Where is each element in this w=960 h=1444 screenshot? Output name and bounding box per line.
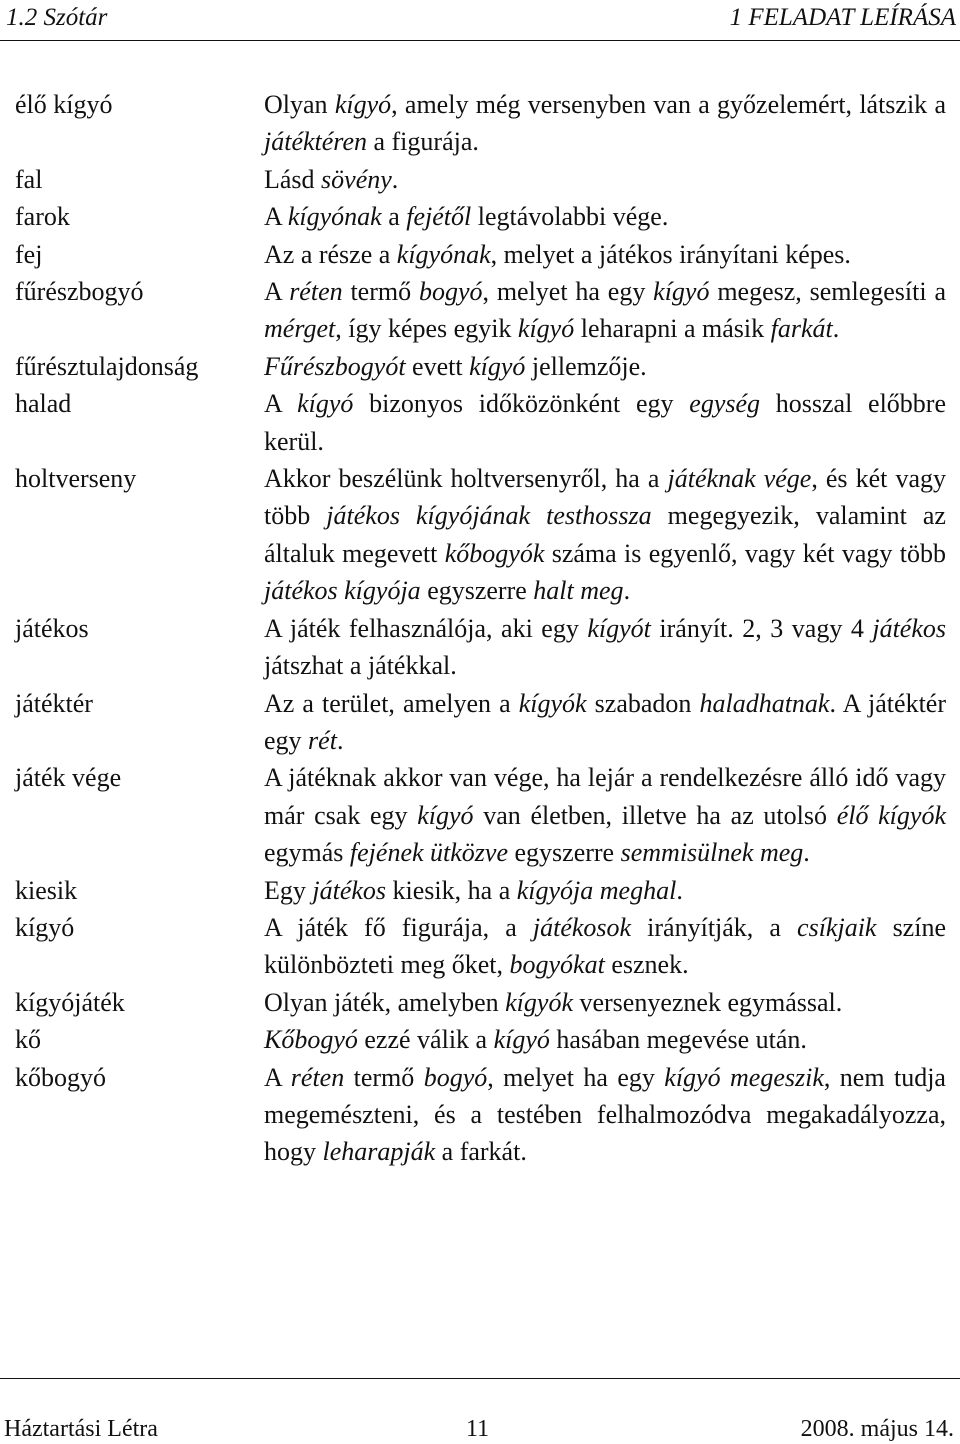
definition-text: A játéknak akkor van vége, ha lejár a rendelkezésre álló idő vagy már csak egy — [264, 763, 946, 830]
footer-publication: Háztartási Létra — [4, 1416, 158, 1442]
running-header — [0, 4, 960, 38]
glossary-entry — [0, 759, 960, 871]
definition-text: jellemzője. — [525, 351, 647, 381]
glossary-definition — [264, 759, 946, 871]
header-rule — [0, 40, 960, 41]
definition-text: . — [391, 164, 399, 194]
italic-term-reference: leharapják — [322, 1137, 436, 1167]
glossary-term: farok — [15, 202, 70, 232]
italic-term-reference: játékos kígyója — [264, 576, 421, 606]
italic-term-reference: kígyónak — [396, 239, 491, 269]
definition-text: megegyezik, valamint az általuk megevett — [264, 501, 946, 568]
glossary-entry — [0, 273, 960, 348]
definition-text: hasában megevése után. — [549, 1025, 807, 1055]
glossary-definition — [264, 460, 946, 610]
definition-text: . — [623, 576, 631, 606]
definition-text: termő — [342, 277, 419, 307]
italic-term-reference: játéktéren — [264, 127, 367, 157]
glossary-term: élő kígyó — [15, 90, 113, 119]
glossary-entry — [0, 1059, 960, 1171]
definition-text: A — [264, 389, 298, 419]
definition-text: , nem tudja megemészteni, és a testében felhalmozódva megakadályozza, hogy — [264, 1062, 946, 1167]
definition-text: hosszal előbbre kerül. — [264, 389, 946, 456]
glossary-term: játéktér — [15, 688, 93, 718]
italic-term-reference: semmisülnek meg — [620, 838, 804, 868]
section-title: 1.2 Szótár — [6, 4, 108, 31]
glossary-definition — [264, 1021, 946, 1058]
definition-text: szabadon — [586, 688, 700, 718]
glossary-term: játék vége — [15, 763, 122, 793]
italic-term-reference: fejétől — [406, 202, 472, 232]
definition-text: , így képes egyik — [335, 314, 518, 344]
glossary-entry — [0, 984, 960, 1021]
definition-text: irányítják, a — [631, 912, 798, 942]
italic-term-reference: réten — [290, 1062, 345, 1092]
glossary-definition — [264, 198, 946, 235]
definition-text: Egy — [264, 875, 313, 905]
italic-term-reference: játékosok — [532, 912, 632, 942]
glossary-definition — [264, 909, 946, 984]
glossary-definition — [264, 348, 946, 385]
italic-term-reference: rét — [308, 725, 337, 755]
definition-text: . — [676, 875, 683, 905]
glossary-term: kígyó — [15, 912, 75, 942]
definition-text: A — [264, 277, 290, 307]
italic-term-reference: sövény — [321, 164, 392, 194]
glossary-entry — [0, 610, 960, 685]
glossary-entry — [0, 86, 960, 161]
chapter-title: 1 FELADAT LEÍRÁSA — [729, 4, 956, 31]
glossary-entry — [0, 348, 960, 385]
glossary-definition — [264, 984, 946, 1021]
definition-text: , melyet a játékos irányítani képes. — [490, 239, 851, 269]
italic-term-reference: bogyó — [418, 277, 483, 307]
italic-term-reference: kőbogyók — [444, 538, 545, 568]
definition-text: irányít. 2, 3 vagy 4 — [650, 613, 873, 643]
glossary-term: játékos — [15, 613, 89, 643]
italic-term-reference: kígyónak — [287, 202, 382, 232]
italic-term-reference: játékos — [312, 875, 387, 905]
italic-term-reference: kígyója meghal — [516, 875, 677, 905]
glossary-term: kőbogyó — [15, 1062, 106, 1092]
glossary-term: fal — [15, 164, 43, 194]
glossary-definition — [264, 273, 946, 348]
definition-text: ezzé válik a — [357, 1025, 494, 1055]
definition-text: , amely még versenyben van a győzelemért, látszik a — [391, 90, 947, 119]
italic-term-reference: kígyók — [518, 688, 587, 718]
italic-term-reference: réten — [289, 277, 343, 307]
glossary-definition — [264, 161, 946, 198]
glossary-term: kígyójáték — [15, 987, 125, 1017]
italic-term-reference: kígyó — [493, 1025, 550, 1055]
glossary-entry — [0, 1021, 960, 1058]
glossary-term: halad — [15, 389, 72, 419]
italic-term-reference: kígyó — [653, 277, 710, 307]
italic-term-reference: egység — [689, 389, 761, 419]
definition-text: van életben, illetve ha az utolsó — [473, 800, 837, 830]
glossary-definition — [264, 1059, 946, 1171]
definition-text: , melyet ha egy — [487, 1062, 665, 1092]
italic-term-reference: Fűrészbogyót — [264, 351, 406, 381]
glossary-entry — [0, 161, 960, 198]
italic-term-reference: farkát — [770, 314, 833, 344]
definition-text: kiesik, ha a — [386, 875, 517, 905]
italic-term-reference: kígyók — [505, 987, 573, 1017]
glossary-entry — [0, 385, 960, 460]
glossary-term: fej — [15, 239, 43, 269]
footer-rule — [0, 1378, 960, 1379]
italic-term-reference: kígyó — [334, 90, 392, 119]
italic-term-reference: kígyó — [517, 314, 575, 344]
definition-text: játszhat a játékkal. — [264, 651, 457, 681]
definition-text: megesz, semlegesíti a — [709, 277, 946, 307]
definition-text: . — [336, 725, 344, 755]
glossary-list — [0, 86, 960, 1171]
definition-text: esznek. — [604, 950, 689, 980]
page-number: 11 — [466, 1416, 490, 1442]
definition-text: evett — [405, 351, 470, 381]
italic-term-reference: bogyó — [423, 1062, 488, 1092]
italic-term-reference: játéknak vége — [667, 464, 812, 494]
glossary-entry — [0, 685, 960, 760]
definition-text: Akkor beszélünk holtversenyről, ha a — [264, 464, 668, 494]
glossary-definition — [264, 236, 946, 273]
definition-text: Az a terület, amelyen a — [264, 688, 519, 718]
italic-term-reference: játékos kígyójának testhossza — [326, 501, 652, 531]
definition-text: A játék fő figurája, a — [264, 912, 533, 942]
definition-text: A játék felhasználója, aki egy — [264, 613, 588, 643]
definition-text: a — [381, 202, 407, 232]
definition-text: egyszerre — [508, 838, 621, 868]
glossary-term: fűrészbogyó — [15, 277, 144, 307]
italic-term-reference: kígyó — [469, 351, 526, 381]
definition-text: egyszerre — [420, 576, 534, 606]
italic-term-reference: élő kígyók — [836, 800, 946, 830]
italic-term-reference: fejének ütközve — [349, 838, 508, 868]
italic-term-reference: bogyókat — [509, 950, 605, 980]
italic-term-reference: kígyót — [587, 613, 651, 643]
definition-text: színe különbözteti meg őket, — [264, 912, 946, 980]
definition-text: Lásd — [264, 164, 322, 194]
definition-text: egymás — [264, 838, 350, 868]
definition-text: leharapni a másik — [574, 314, 771, 344]
definition-text: . — [803, 838, 810, 868]
definition-text: , melyet ha egy — [482, 277, 654, 307]
glossary-definition — [264, 685, 946, 760]
definition-text: . — [832, 314, 840, 344]
italic-term-reference: kígyó megeszik — [664, 1062, 824, 1092]
glossary-entry — [0, 198, 960, 235]
glossary-definition — [264, 86, 946, 161]
glossary-term: holtverseny — [15, 464, 137, 494]
definition-text: A — [264, 202, 288, 232]
italic-term-reference: haladhatnak — [699, 688, 830, 718]
definition-text: A — [264, 1062, 291, 1092]
glossary-definition — [264, 385, 946, 460]
italic-term-reference: játékos — [872, 613, 946, 643]
definition-text: Az a része a — [264, 239, 397, 269]
glossary-entry — [0, 872, 960, 909]
definition-text: Olyan játék, amelyben — [264, 987, 506, 1017]
footer-date: 2008. május 14. — [800, 1416, 954, 1442]
glossary-entry — [0, 909, 960, 984]
definition-text: legtávolabbi vége. — [471, 202, 669, 232]
definition-text: a figurája. — [366, 127, 479, 157]
definition-text: száma is egyenlő, vagy két vagy több — [544, 538, 946, 568]
glossary-term: fűrésztulajdonság — [15, 351, 199, 381]
glossary-term: kiesik — [15, 875, 78, 905]
italic-term-reference: Kőbogyó — [264, 1025, 358, 1055]
italic-term-reference: kígyó — [297, 389, 354, 419]
definition-text: , és két vagy több — [264, 464, 946, 531]
definition-text: bizonyos időközönként egy — [353, 389, 690, 419]
definition-text: Olyan — [264, 90, 335, 119]
italic-term-reference: kígyó — [417, 800, 474, 830]
italic-term-reference: csíkjaik — [797, 912, 877, 942]
definition-text: . A játéktér egy — [264, 688, 946, 755]
definition-text: termő — [344, 1062, 424, 1092]
definition-text: versenyeznek egymással. — [572, 987, 843, 1017]
glossary-entry — [0, 460, 960, 610]
glossary-entry — [0, 236, 960, 273]
italic-term-reference: halt meg — [533, 576, 624, 606]
italic-term-reference: mérget — [264, 314, 336, 344]
definition-text: a farkát. — [435, 1137, 527, 1167]
glossary-term: kő — [15, 1025, 41, 1055]
glossary-definition — [264, 872, 946, 909]
glossary-definition — [264, 610, 946, 685]
